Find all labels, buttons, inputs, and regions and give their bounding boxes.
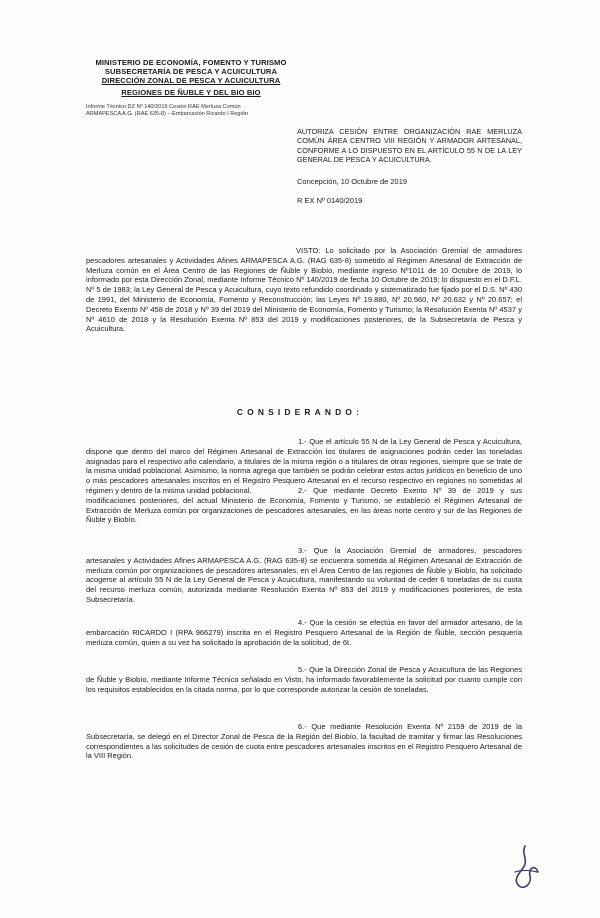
considerando-item: 1.- Que el artículo 55 N de la Ley General de Pesca y Acuicultura, dispone que dentro del marco del Régimen Artesanal de Extracción los titulares de asignaciones podrán ceder las toneladas asignadas para el respectivo año calendario, a titulares de la misma región o a titulares de otras regiones, siempre que se trate de la misma unidad poblacional. Asimismo, la norma agrega que también se podrán celebrar estos actos jurídicos en beneficio de uno o más pescadores artesanales inscritos en el Registro Pesquero Artesanal en el recurso respectivo en regiones no sometidas al régimen y dentro de la misma unidad poblacional. xyxy=(86,437,522,495)
regions-name: REGIONES DE ÑUBLE Y DEL BIO BIO xyxy=(121,88,261,97)
considerando-item: 4.- Que la cesión se efectúa en favor del armador artesano, de la embarcación RICARDO I (RPA 966279) inscrita en el Registro Pesquero Artesanal de la Región de Ñuble, sección pesquería merluza común, quien a su vez ha solicitado la aprobación de la solicitud, de 6t. xyxy=(86,618,522,647)
considerando-item: 2.- Que mediante Decreto Exento Nº 39 de 2019 y sus modificaciones posteriores, del actual Ministerio de Economía, Fomento y Turismo, se estableció el Régimen Artesanal de Extracción de Merluza común por organizaciones de pescadores artesanales, en las áreas norte centro y sur de las Regiones de Ñuble y Biobío. xyxy=(86,486,522,525)
visto-paragraph: VISTO: Lo solicitado por la Asociación Gremial de armadores pescadores artesanales y Actividades Afines ARMAPESCA A.G. (RAG 635-8) sometido al Régimen Artesanal de Extracción de Merluza común en el Área Centro de las Regiones de Ñuble y Biobío, mediante ingreso Nº1011 de 10 Octubre de 2019, lo informado por esta Dirección Zonal, mediante Informe Técnico Nº 140/2019 de fecha 10 Octubre de 2019; lo dispuesto en el D.F.L. Nº 5 de 1983; la Ley General de Pesca y Acuicultura, cuyo texto refundido coordinado y sistematizado fue fijado por el D.S. Nº 430 de 1991, del Ministerio de Economía, Fomento y Reconstrucción; las Leyes Nº 19.880, Nº 20.560, Nº 20.632 y Nº 20.657; el Decreto Exento Nº 458 de 2018 y Nº 39 del 2019 del Ministerio de Economía, Fomento y Turismo; la Resolución Exenta Nº 4537 y Nº 4610 de 2018 y la Resolución Exenta Nº 853 del 2019 y modificaciones posteriores, de la Subsecretaría de Pesca y Acuicultura. xyxy=(86,246,522,334)
considerando-item: 6.- Que mediante Resolución Exenta Nº 2159 de 2019 de la Subsecretaría, se delegó en el Director Zonal de Pesca de la Región del Biobío, la facultad de tramitar y firmar las Resoluciones correspondientes a las solicitudes de cesión de cuota entre pescadores artesanales inscritos en el Registro Pesquero Artesanal de la VIII Región. xyxy=(86,722,522,761)
subsecretary-name: SUBSECRETARÍA DE PESCA Y ACUICULTURA xyxy=(104,67,278,76)
ministry-name: MINISTERIO DE ECONOMÍA, FOMENTO Y TURISMO xyxy=(95,58,287,67)
institution-header xyxy=(86,58,296,97)
resolution-date: Concepción, 10 Octubre de 2019 xyxy=(297,177,408,186)
signature-mark xyxy=(505,842,545,892)
resolution-number: R EX Nº 0140/2019 xyxy=(297,196,363,205)
zonal-direction-name: DIRECCIÓN ZONAL DE PESCA Y ACUICULTURA xyxy=(101,76,281,85)
reference-line-1: Informe Técnico DZ Nº 140/2019 Cesión RAE Merluza Común xyxy=(86,104,241,110)
reference-line-2: ARMAPESCA A.G. (RAE 635-8) – Embarcación Ricardo I Región xyxy=(86,111,248,118)
resolution-subject: AUTORIZA CESIÓN ENTRE ORGANIZACIÓN RAE MERLUZA COMÚN ÁREA CENTRO VIII REGIÓN Y ARMADOR ARTESANAL, CONFORME A LO DISPUESTO EN EL ARTÍCULO 55 N DE LA LEY GENERAL DE PESCA Y ACUICULTURA. xyxy=(297,127,522,164)
reference-lines xyxy=(86,104,301,118)
considerando-item: 3.- Que la Asociación Gremial de armadores, pescadores artesanales y Actividades Afines ARMAPESCA A.G. (RAG 635-8) se encuentra sometida al Régimen Artesanal de Extracción de merluza común por organizaciones de pescadores artesanales, en el Área Centro de las regiones de Ñuble y Biobío, ha solicitado acogerse al artículo 55 N de la Ley General de Pesca y Acuicultura, manifestando su voluntad de ceder 6 toneladas de su cuota del recurso merluza común, autorizada mediante Resolución Exenta Nº 853 del 2019 y modificaciones posteriores, de esta Subsecretaría. xyxy=(86,546,522,604)
considerando-heading: CONSIDERANDO: xyxy=(236,407,364,417)
considerando-item: 5.- Que la Dirección Zonal de Pesca y Acuicultura de las Regiones de Ñuble y Biobío, mediante Informe Técnico señalado en Visto, ha informado favorablemente la solicitud por cuanto cumple con los requisitos establecidos en la citada norma, por lo que corresponde autorizar la cesión de toneladas. xyxy=(86,665,522,694)
